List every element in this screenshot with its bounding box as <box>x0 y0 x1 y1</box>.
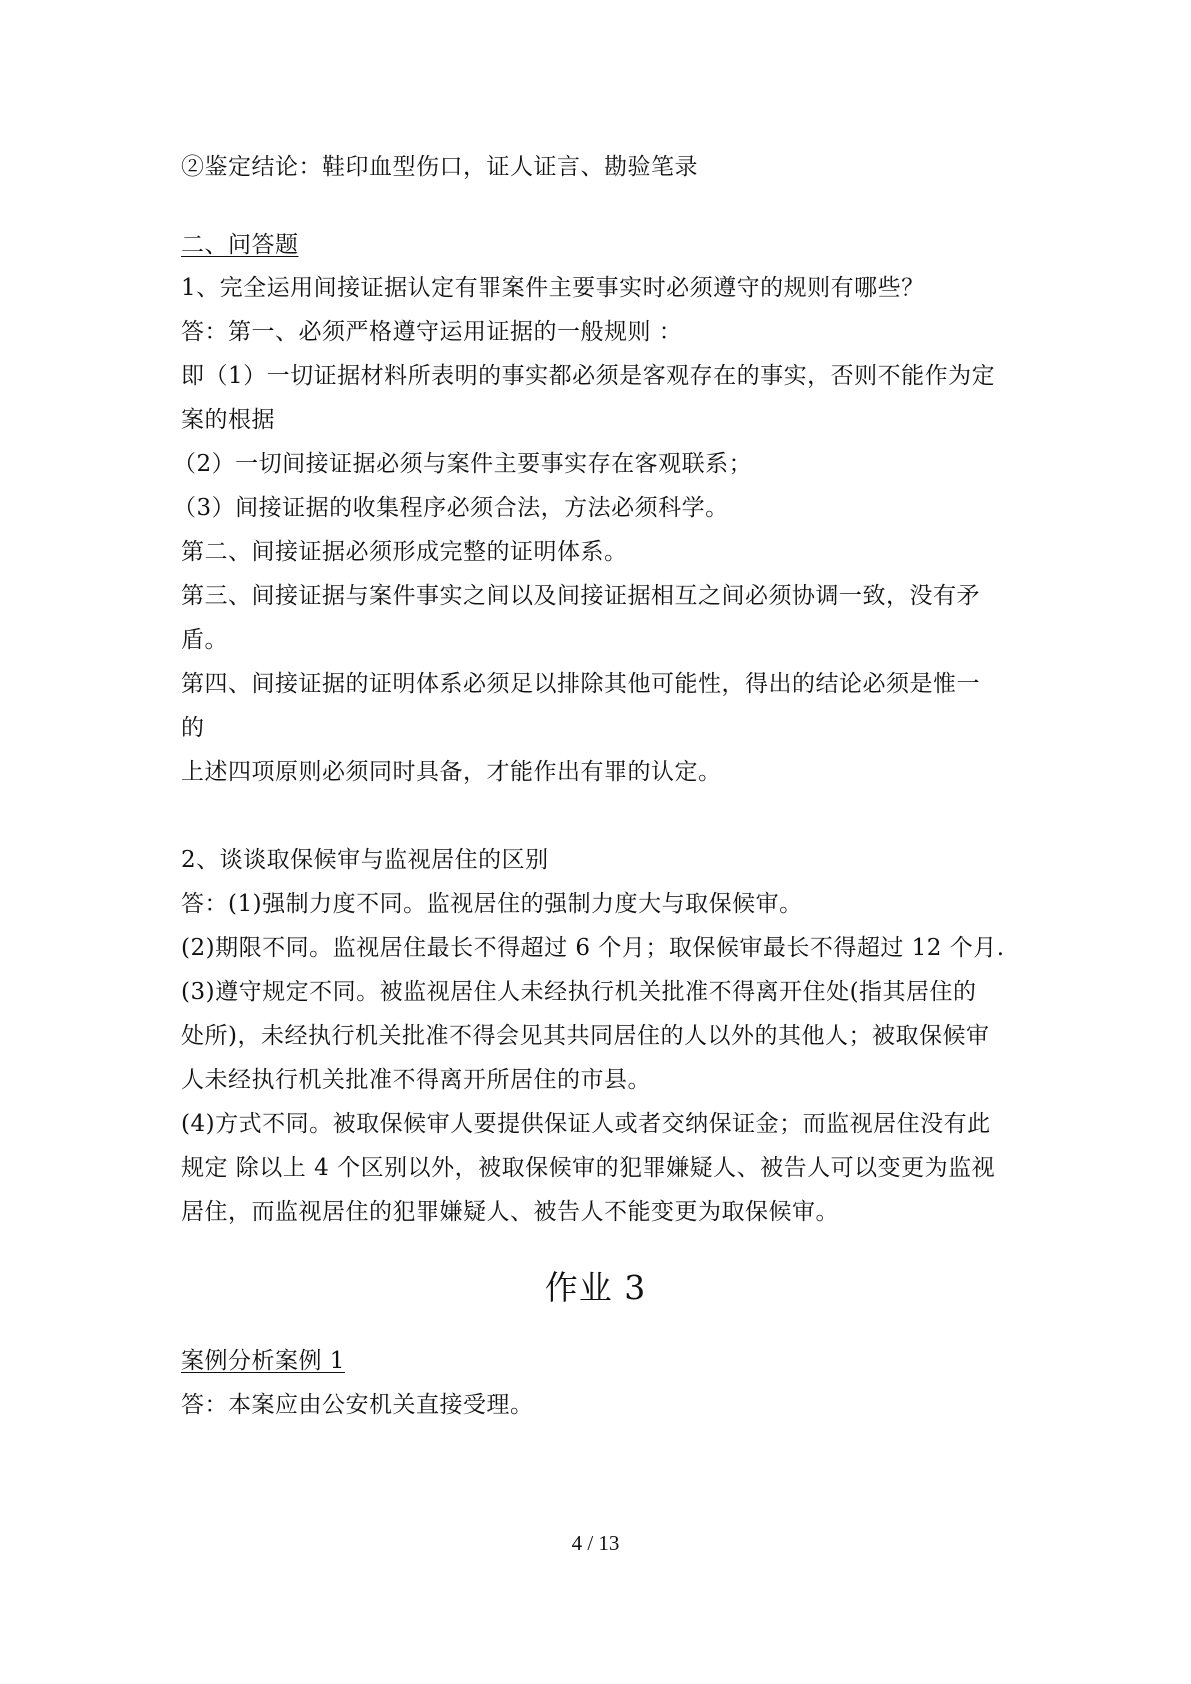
q2-answer-line: 规定 除以上 4 个区别以外，被取保候审的犯罪嫌疑人、被告人可以变更为监视 <box>181 1155 996 1181</box>
section-title-qa: 二、问答题 <box>181 232 299 258</box>
q1-answer-line: 即（1）一切证据材料所表明的事实都必须是客观存在的事实，否则不能作为定 <box>181 363 996 389</box>
question-2: 2、谈谈取保候审与监视居住的区别 <box>181 847 549 873</box>
q1-answer-line: 答：第一、必须严格遵守运用证据的一般规则 ： <box>181 319 683 345</box>
page-number: 4 / 13 <box>571 1531 620 1555</box>
q1-answer-line: 的 <box>181 715 205 741</box>
q1-answer-line: （3）间接证据的收集程序必须合法，方法必须科学。 <box>173 495 729 521</box>
q1-answer-line: 第三、间接证据与案件事实之间以及间接证据相互之间必须协调一致，没有矛 <box>181 583 980 609</box>
q1-answer-line: 盾。 <box>181 627 228 653</box>
q2-answer-line: (4)方式不同。被取保候审人要提供保证人或者交纳保证金；而监视居住没有此 <box>181 1111 991 1137</box>
case-title: 案例分析案例 1 <box>181 1348 345 1374</box>
q2-answer-line: (2)期限不同。监视居住最长不得超过 6 个月；取保候审最长不得超过 12 个月. <box>181 935 1005 961</box>
q2-answer-line: 居住，而监视居住的犯罪嫌疑人、被告人不能变更为取保候审。 <box>181 1199 839 1225</box>
question-1: 1、完全运用间接证据认定有罪案件主要事实时必须遵守的规则有哪些？ <box>181 275 925 301</box>
case-answer: 答：本案应由公安机关直接受理。 <box>181 1392 534 1418</box>
q1-answer-line: 案的根据 <box>181 407 275 433</box>
q2-answer-line: 处所)，未经执行机关批准不得会见其共同居住的人以外的其他人；被取保候审 <box>181 1023 990 1049</box>
q1-answer-line: 第二、间接证据必须形成完整的证明体系。 <box>181 539 628 565</box>
q1-answer-line: 上述四项原则必须同时具备，才能作出有罪的认定。 <box>181 759 722 785</box>
evidence-conclusion-line: ②鉴定结论：鞋印血型伤口，证人证言、勘验笔录 <box>181 154 698 180</box>
q1-answer-line: 第四、间接证据的证明体系必须足以排除其他可能性，得出的结论必须是惟一 <box>181 671 980 697</box>
q1-answer-line: （2）一切间接证据必须与案件主要事实存在客观联系； <box>173 451 753 477</box>
homework-title: 作业 3 <box>544 1268 647 1307</box>
q2-answer-line: (3)遵守规定不同。被监视居住人未经执行机关批准不得离开住处(指其居住的 <box>181 979 977 1005</box>
q2-answer-line: 人未经执行机关批准不得离开所居住的市县。 <box>181 1067 651 1093</box>
q2-answer-line: 答：(1)强制力度不同。监视居住的强制力度大与取保候审。 <box>181 891 803 917</box>
